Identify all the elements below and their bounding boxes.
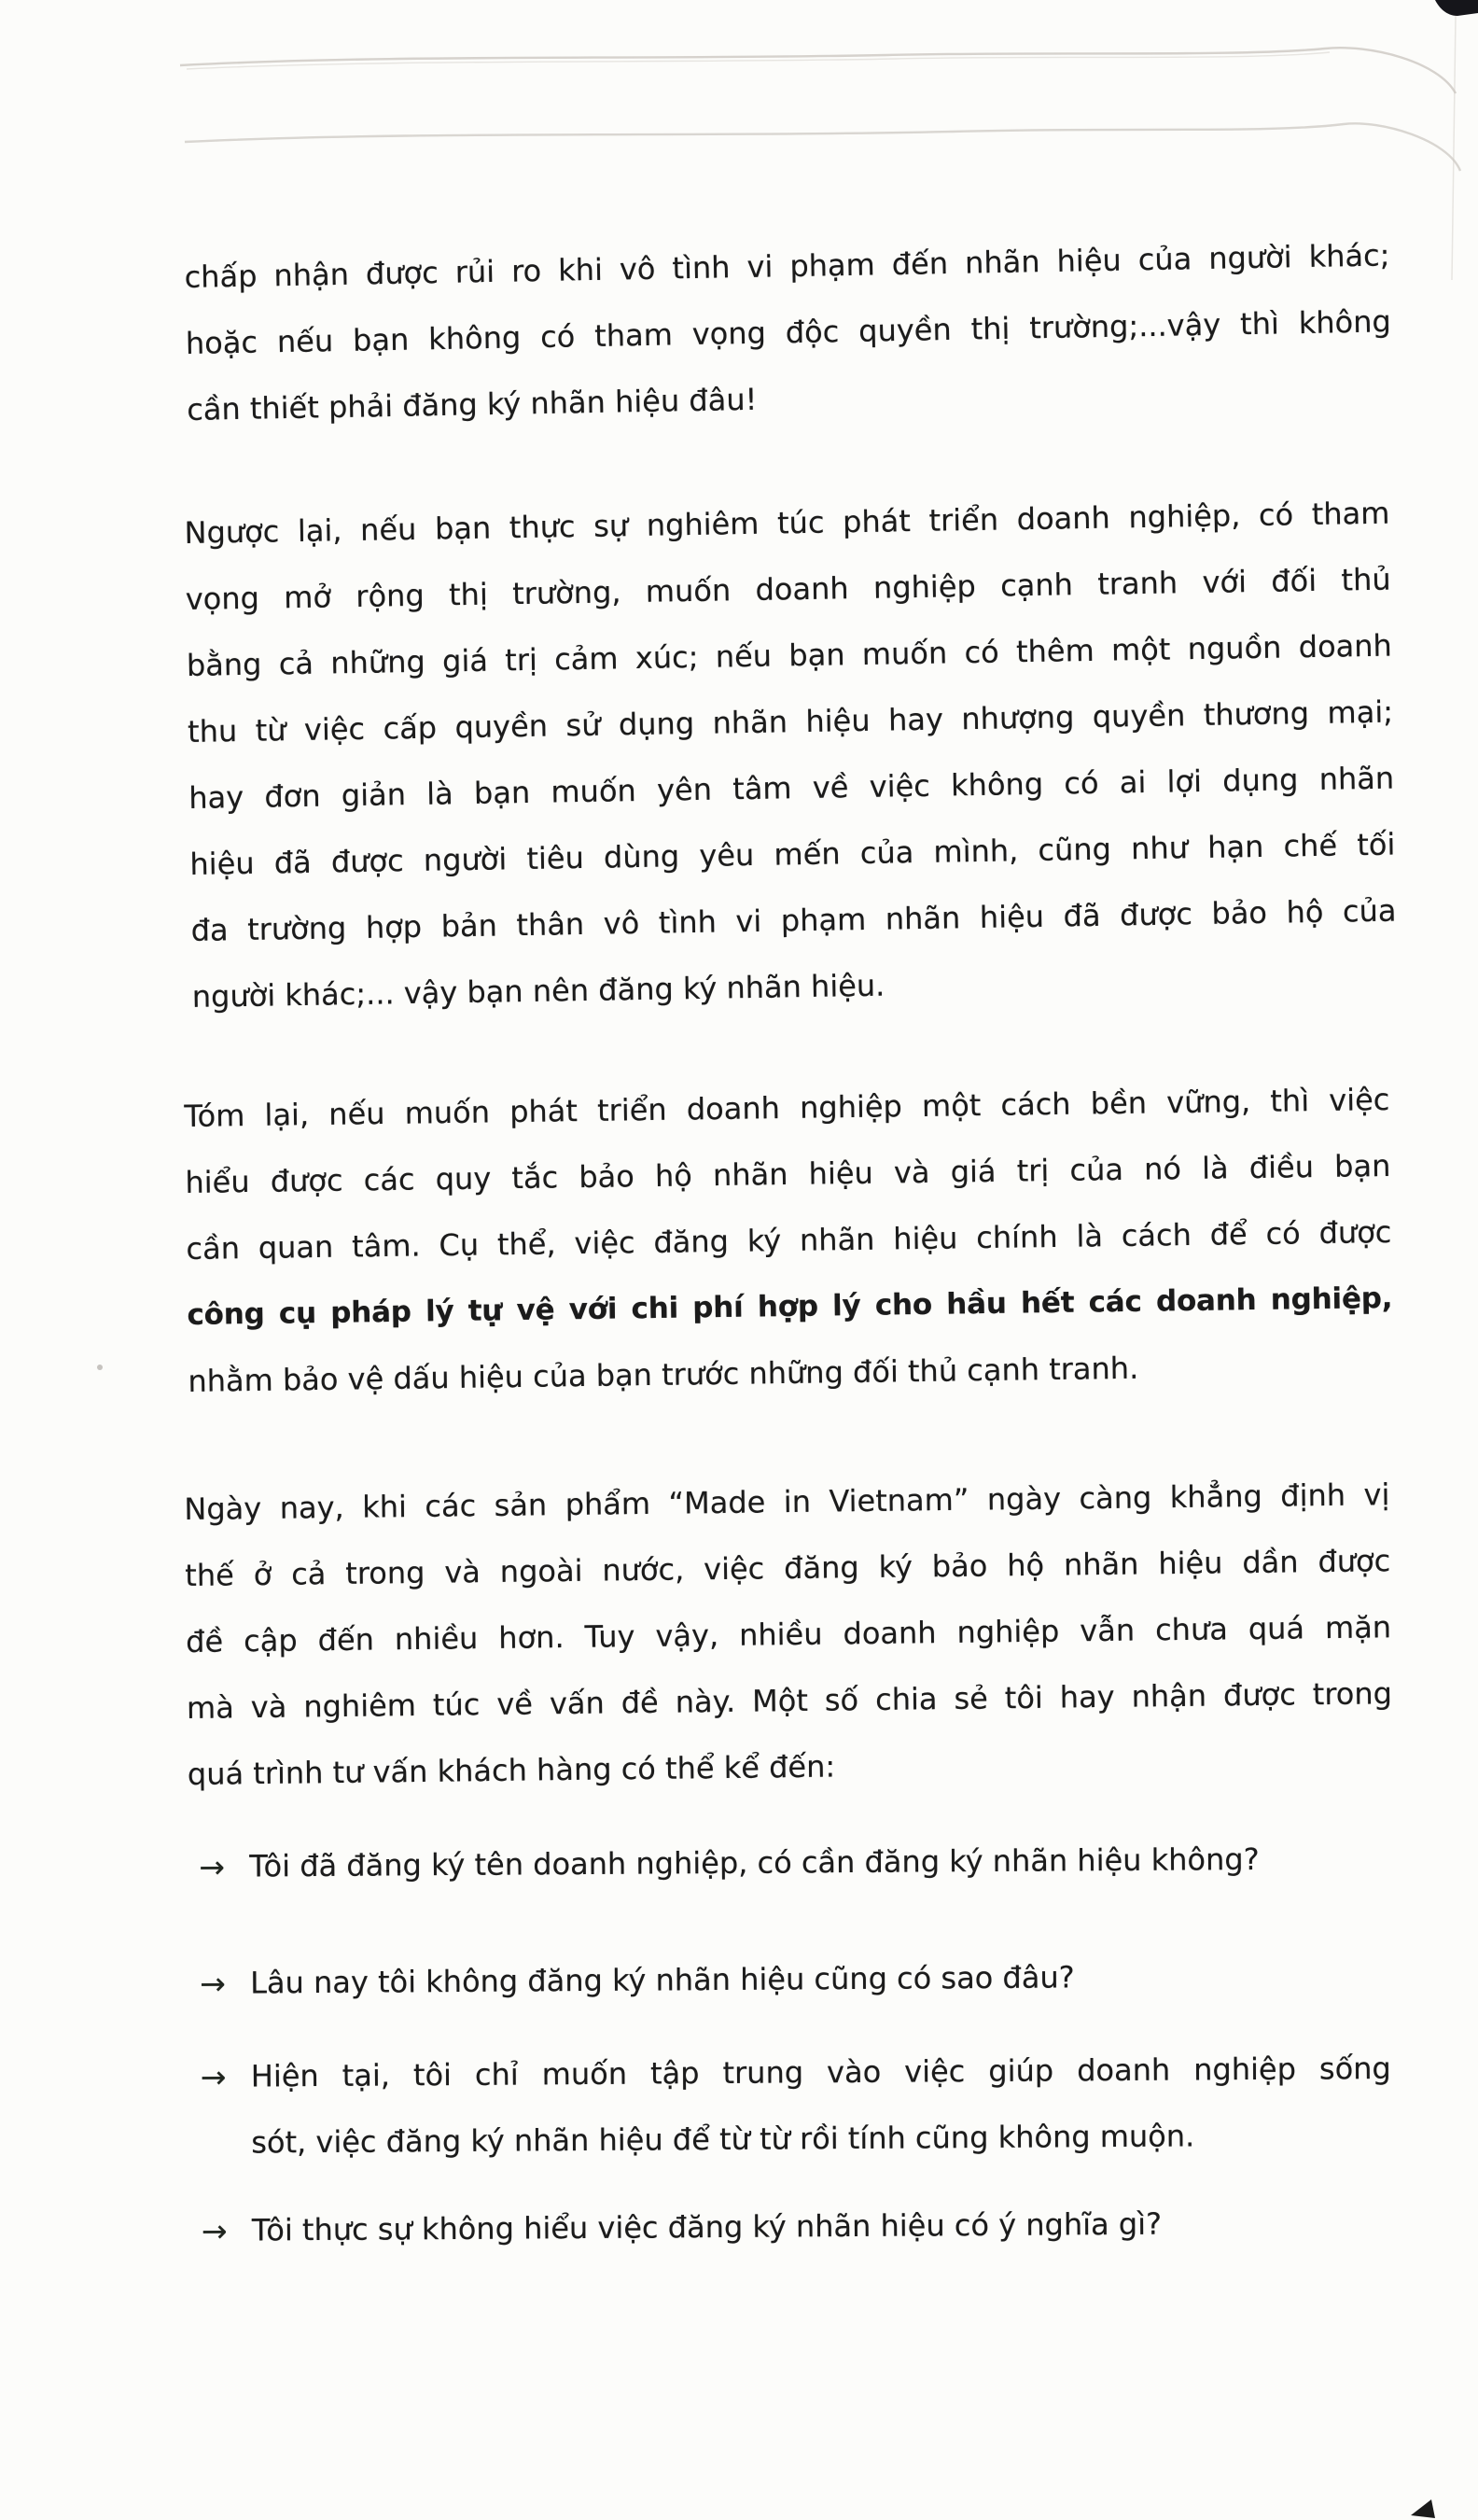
text-line: Tôi đã đăng ký tên doanh nghiệp, có cần đăng ký nhãn hiệu không? (249, 1841, 1260, 1884)
text-line: Ngược lại, nếu bạn thực sự nghiêm túc phát triển doanh nghiệp, có tham (184, 495, 1390, 551)
margin-speck (97, 1365, 103, 1370)
text-line: quá trình tư vấn khách hàng có thể kể đến: (187, 1748, 836, 1792)
bullet-text (251, 2036, 1392, 2177)
bullet-item (187, 2190, 1392, 2264)
scan-line-artifact-2 (185, 123, 1460, 171)
page-text-block (184, 237, 1397, 2264)
scan-line-artifact-1b (187, 52, 1330, 69)
bullet-item (186, 2036, 1392, 2177)
paragraph (184, 1462, 1393, 1808)
arrow-bullet-icon: → (201, 2212, 228, 2249)
text-line: thế ở cả trong và ngoài nước, việc đăng ký bảo hộ nhãn hiệu dần được (185, 1543, 1391, 1593)
text-line: sót, việc đăng ký nhãn hiệu để từ từ rồi tính cũng không muộn. (251, 2118, 1195, 2161)
text-line: hiểu được các quy tắc bảo hộ nhãn hiệu và giá trị của nó là điều bạn (185, 1147, 1391, 1200)
text-line: cần thiết phải đăng ký nhãn hiệu đâu! (186, 381, 758, 427)
text-line: chấp nhận được rủi ro khi vô tình vi phạm đến nhãn hiệu của người khác; (184, 237, 1390, 295)
text-line: hay đơn giản là bạn muốn yên tâm về việc không có ai lợi dụng nhãn (188, 760, 1395, 816)
text-line: đề cập đến nhiều hơn. Tuy vậy, nhiều doanh nghiệp vẫn chưa quá mặn (185, 1609, 1392, 1659)
arrow-bullet-icon: → (199, 1965, 226, 2002)
bullet-item (185, 1942, 1390, 2017)
text-line: nhằm bảo vệ dấu hiệu của bạn trước những đối thủ cạnh tranh. (188, 1350, 1139, 1399)
bullet-list (184, 1826, 1392, 2264)
arrow-bullet-icon: → (200, 2058, 227, 2095)
text-line: thu từ việc cấp quyền sử dụng nhãn hiệu hay nhượng quyền thương mại; (187, 693, 1394, 749)
paragraph (184, 481, 1398, 1030)
text-line: hiệu đã được người tiêu dùng yêu mến của mình, cũng như hạn chế tối (189, 826, 1396, 882)
bullet-text (249, 1826, 1389, 1900)
text-line: người khác;... vậy bạn nên đăng ký nhãn hiệu. (191, 967, 885, 1015)
arrow-bullet-icon: → (199, 1848, 226, 1885)
bullet-text (250, 1942, 1390, 2017)
text-line: Tôi thực sự không hiểu việc đăng ký nhãn hiệu có ý nghĩa gì? (251, 2205, 1163, 2248)
text-line: cần quan tâm. Cụ thể, việc đăng ký nhãn hiệu chính là cách để có được (186, 1213, 1392, 1267)
bullet-item (184, 1826, 1389, 1900)
text-line: hoặc nếu bạn không có tham vọng độc quyền thị trường;...vậy thì không (185, 303, 1392, 361)
paragraph (184, 222, 1393, 443)
text-line: Lâu nay tôi không đăng ký nhãn hiệu cũng có sao đâu? (249, 1959, 1075, 2001)
bottom-corner-mark (1411, 2499, 1435, 2518)
bullet-text (252, 2190, 1392, 2264)
text-line: mà và nghiêm túc về vấn đề này. Một số chia sẻ tôi hay nhận được trong (186, 1675, 1393, 1726)
text-line: công cụ pháp lý tự vệ với chi phí hợp lý cho hầu hết các doanh nghiệp, (187, 1281, 1393, 1332)
text-line: Hiện tại, tôi chỉ muốn tập trung vào việc giúp doanh nghiệp sống (250, 2050, 1391, 2094)
page-edge-shadow (1452, 16, 1456, 280)
page-corner-tear-mark (1435, 0, 1478, 16)
text-line: vọng mở rộng thị trường, muốn doanh nghiệp cạnh tranh với đối thủ (185, 561, 1391, 617)
scan-line-artifact-1 (180, 48, 1456, 93)
text-line: Tóm lại, nếu muốn phát triển doanh nghiệp một cách bền vững, thì việc (184, 1081, 1390, 1134)
text-line: bằng cả những giá trị cảm xúc; nếu bạn muốn có thêm một nguồn doanh (186, 627, 1393, 683)
paragraph (184, 1067, 1394, 1415)
text-line: đa trường hợp bản thân vô tình vi phạm nhãn hiệu đã được bảo hộ của (190, 892, 1397, 948)
text-line: Ngày nay, khi các sản phẩm “Made in Vietnam” ngày càng khẳng định vị (184, 1477, 1390, 1527)
